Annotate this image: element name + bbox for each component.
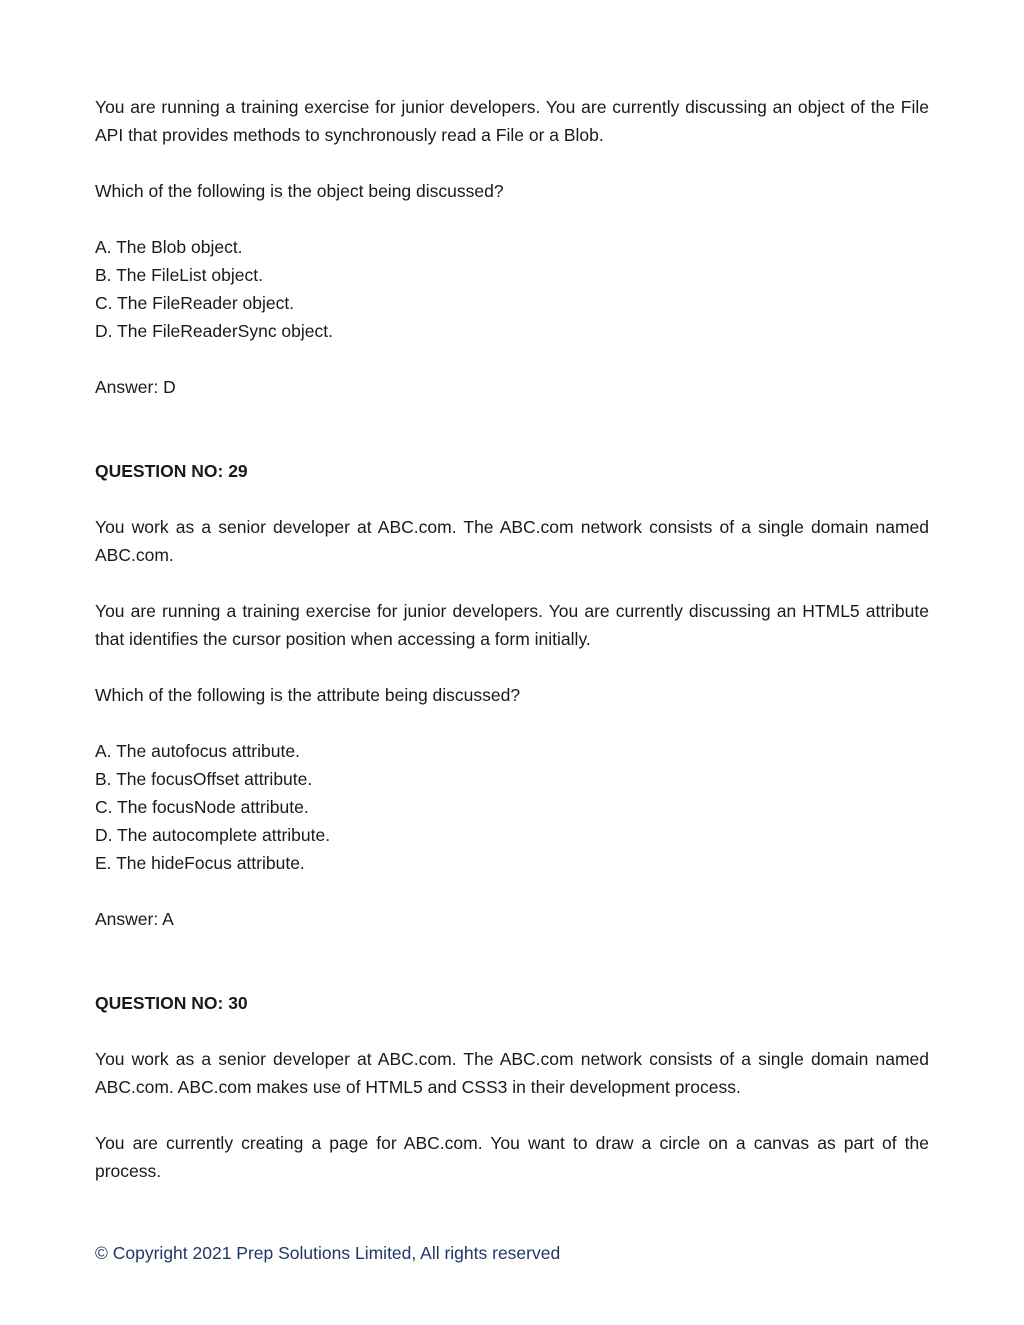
option-c: C. The focusNode attribute.	[95, 797, 309, 817]
document-page	[95, 93, 929, 1185]
question-29	[95, 457, 929, 933]
option-d: D. The autocomplete attribute.	[95, 825, 331, 845]
option-c: C. The FileReader object.	[95, 293, 295, 313]
question-stem: You are running a training exercise for junior developers. You are currently discussing an object of the File API that provides methods to synchronously read a File or a Blob.	[95, 97, 929, 145]
option-e: E. The hideFocus attribute.	[95, 853, 305, 873]
question-prompt: Which of the following is the object being discussed?	[95, 181, 504, 201]
question-context: You work as a senior developer at ABC.com. The ABC.com network consists of a single domain named ABC.com. ABC.com makes use of HTML5 and CSS3 in their development process.	[95, 1049, 929, 1097]
question-heading: QUESTION NO: 29	[95, 461, 248, 481]
answer: Answer: D	[95, 377, 176, 397]
question-28	[95, 93, 929, 401]
option-d: D. The FileReaderSync object.	[95, 321, 333, 341]
question-stem: You are running a training exercise for junior developers. You are currently discussing an HTML5 attribute that identifies the cursor position when accessing a form initially.	[95, 601, 929, 649]
question-heading: QUESTION NO: 30	[95, 993, 248, 1013]
question-prompt: Which of the following is the attribute being discussed?	[95, 685, 521, 705]
option-b: B. The FileList object.	[95, 265, 263, 285]
question-context: You work as a senior developer at ABC.com. The ABC.com network consists of a single domain named ABC.com.	[95, 517, 929, 565]
option-b: B. The focusOffset attribute.	[95, 769, 313, 789]
option-a: A. The autofocus attribute.	[95, 741, 300, 761]
copyright-footer: © Copyright 2021 Prep Solutions Limited, All rights reserved	[95, 1243, 561, 1263]
option-a: A. The Blob object.	[95, 237, 243, 257]
question-30	[95, 989, 929, 1185]
answer: Answer: A	[95, 909, 174, 929]
question-stem: You are currently creating a page for ABC.com. You want to draw a circle on a canvas as part of the process.	[95, 1133, 929, 1181]
